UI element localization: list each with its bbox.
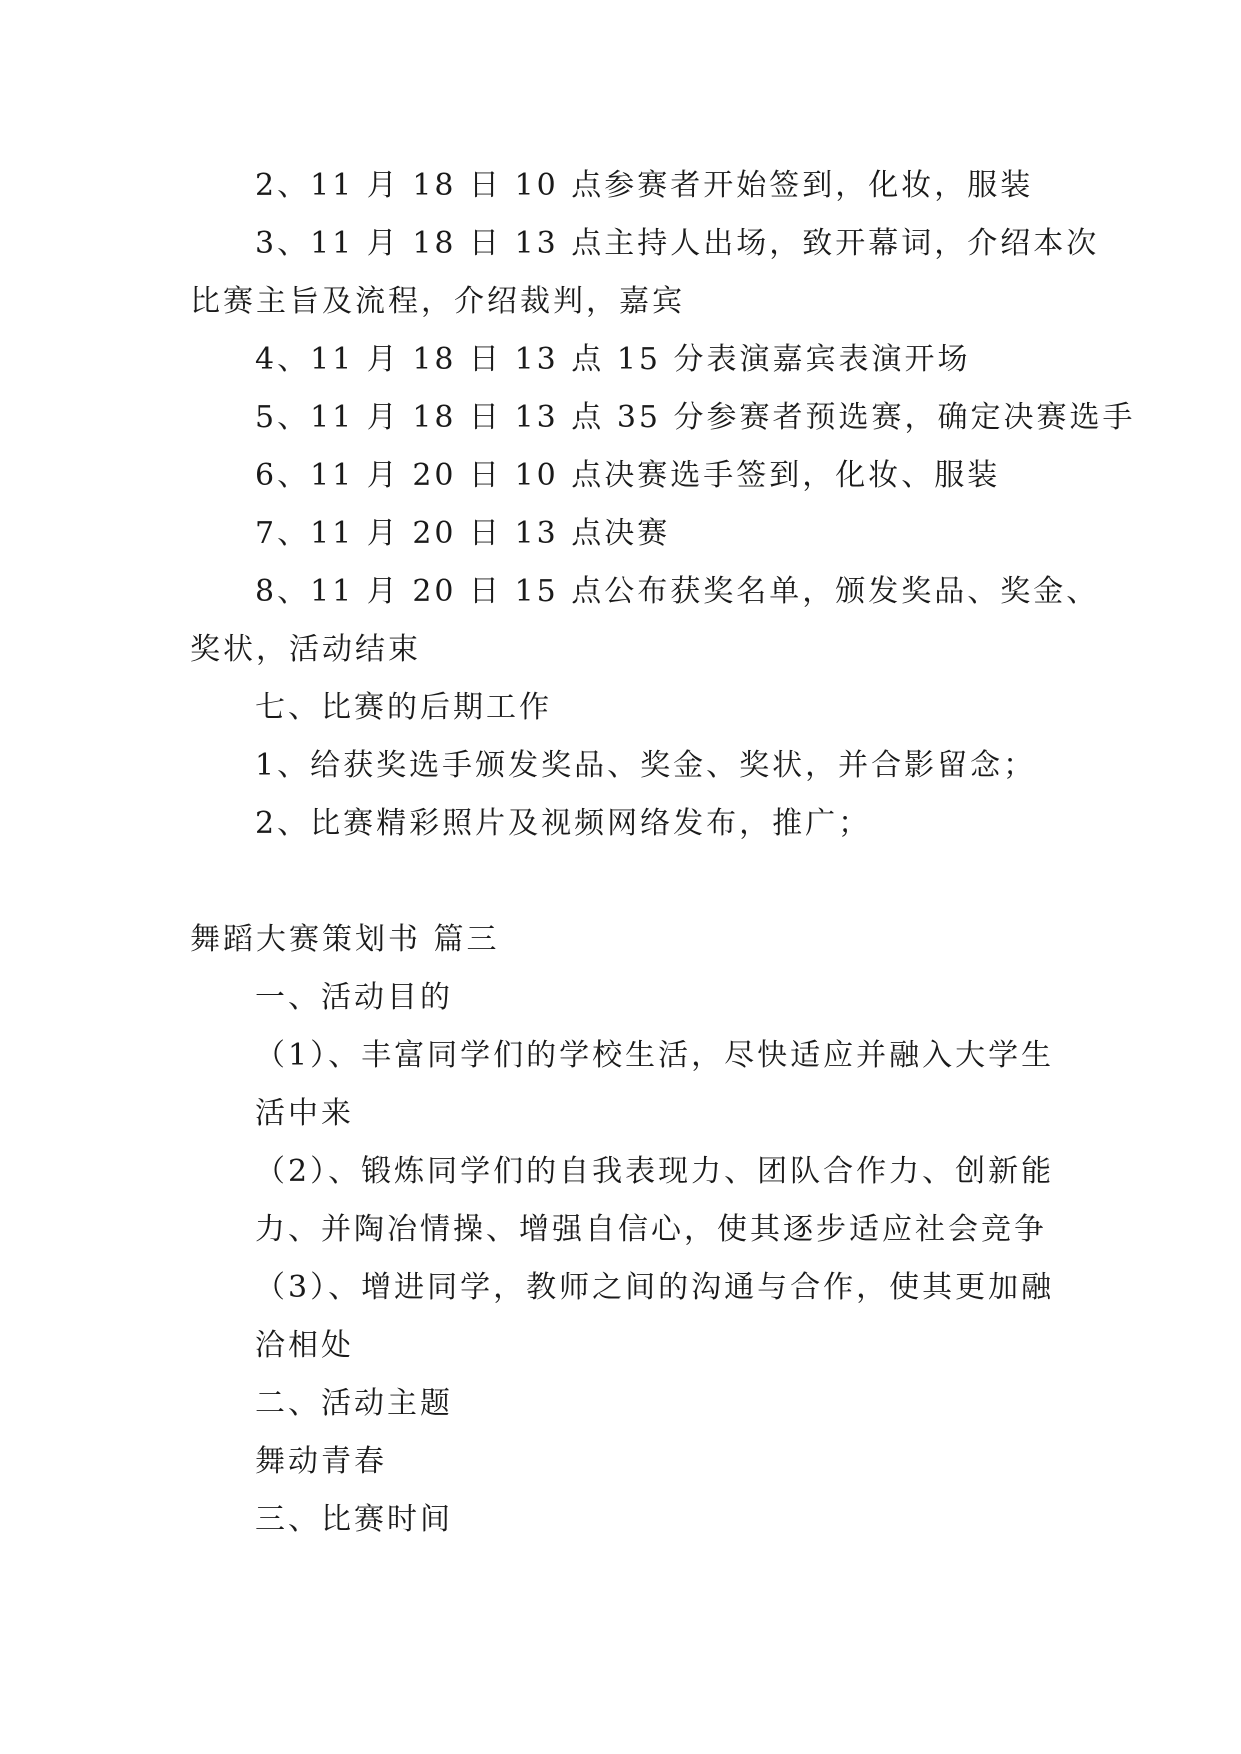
purpose-item-3-cont: 洽相处 [255, 1328, 354, 1363]
section-heading-1: 一、活动目的 [255, 980, 453, 1015]
section-heading-7: 七、比赛的后期工作 [255, 690, 552, 725]
schedule-item-7: 7、11 月 20 日 13 点决赛 [255, 516, 671, 551]
theme-text: 舞动青春 [255, 1444, 387, 1479]
section-heading-3: 三、比赛时间 [255, 1502, 453, 1537]
document-title: 舞蹈大赛策划书 篇三 [190, 922, 500, 957]
purpose-item-1: （1）、丰富同学们的学校生活，尽快适应并融入大学生 [255, 1038, 1055, 1073]
schedule-item-8-cont: 奖状，活动结束 [190, 632, 421, 667]
schedule-item-3: 3、11 月 18 日 13 点主持人出场，致开幕词，介绍本次 [255, 226, 1100, 261]
schedule-item-3-cont: 比赛主旨及流程，介绍裁判，嘉宾 [190, 284, 685, 319]
purpose-item-2-cont: 力、并陶冶情操、增强自信心，使其逐步适应社会竞争 [255, 1212, 1047, 1247]
schedule-item-2: 2、11 月 18 日 10 点参赛者开始签到，化妆，服装 [255, 168, 1034, 203]
purpose-item-3: （3）、增进同学，教师之间的沟通与合作，使其更加融 [255, 1270, 1055, 1305]
section-heading-2: 二、活动主题 [255, 1386, 453, 1421]
post-work-item-1: 1、给获奖选手颁发奖品、奖金、奖状，并合影留念； [255, 748, 1037, 783]
post-work-item-2: 2、比赛精彩照片及视频网络发布，推广； [255, 806, 872, 841]
purpose-item-1-cont: 活中来 [255, 1096, 354, 1131]
schedule-item-8: 8、11 月 20 日 15 点公布获奖名单，颁发奖品、奖金、 [255, 574, 1100, 609]
purpose-item-2: （2）、锻炼同学们的自我表现力、团队合作力、创新能 [255, 1154, 1055, 1189]
schedule-item-6: 6、11 月 20 日 10 点决赛选手签到，化妆、服装 [255, 458, 1001, 493]
schedule-item-5: 5、11 月 18 日 13 点 35 分参赛者预选赛，确定决赛选手 [255, 400, 1136, 435]
schedule-item-4: 4、11 月 18 日 13 点 15 分表演嘉宾表演开场 [255, 342, 971, 377]
